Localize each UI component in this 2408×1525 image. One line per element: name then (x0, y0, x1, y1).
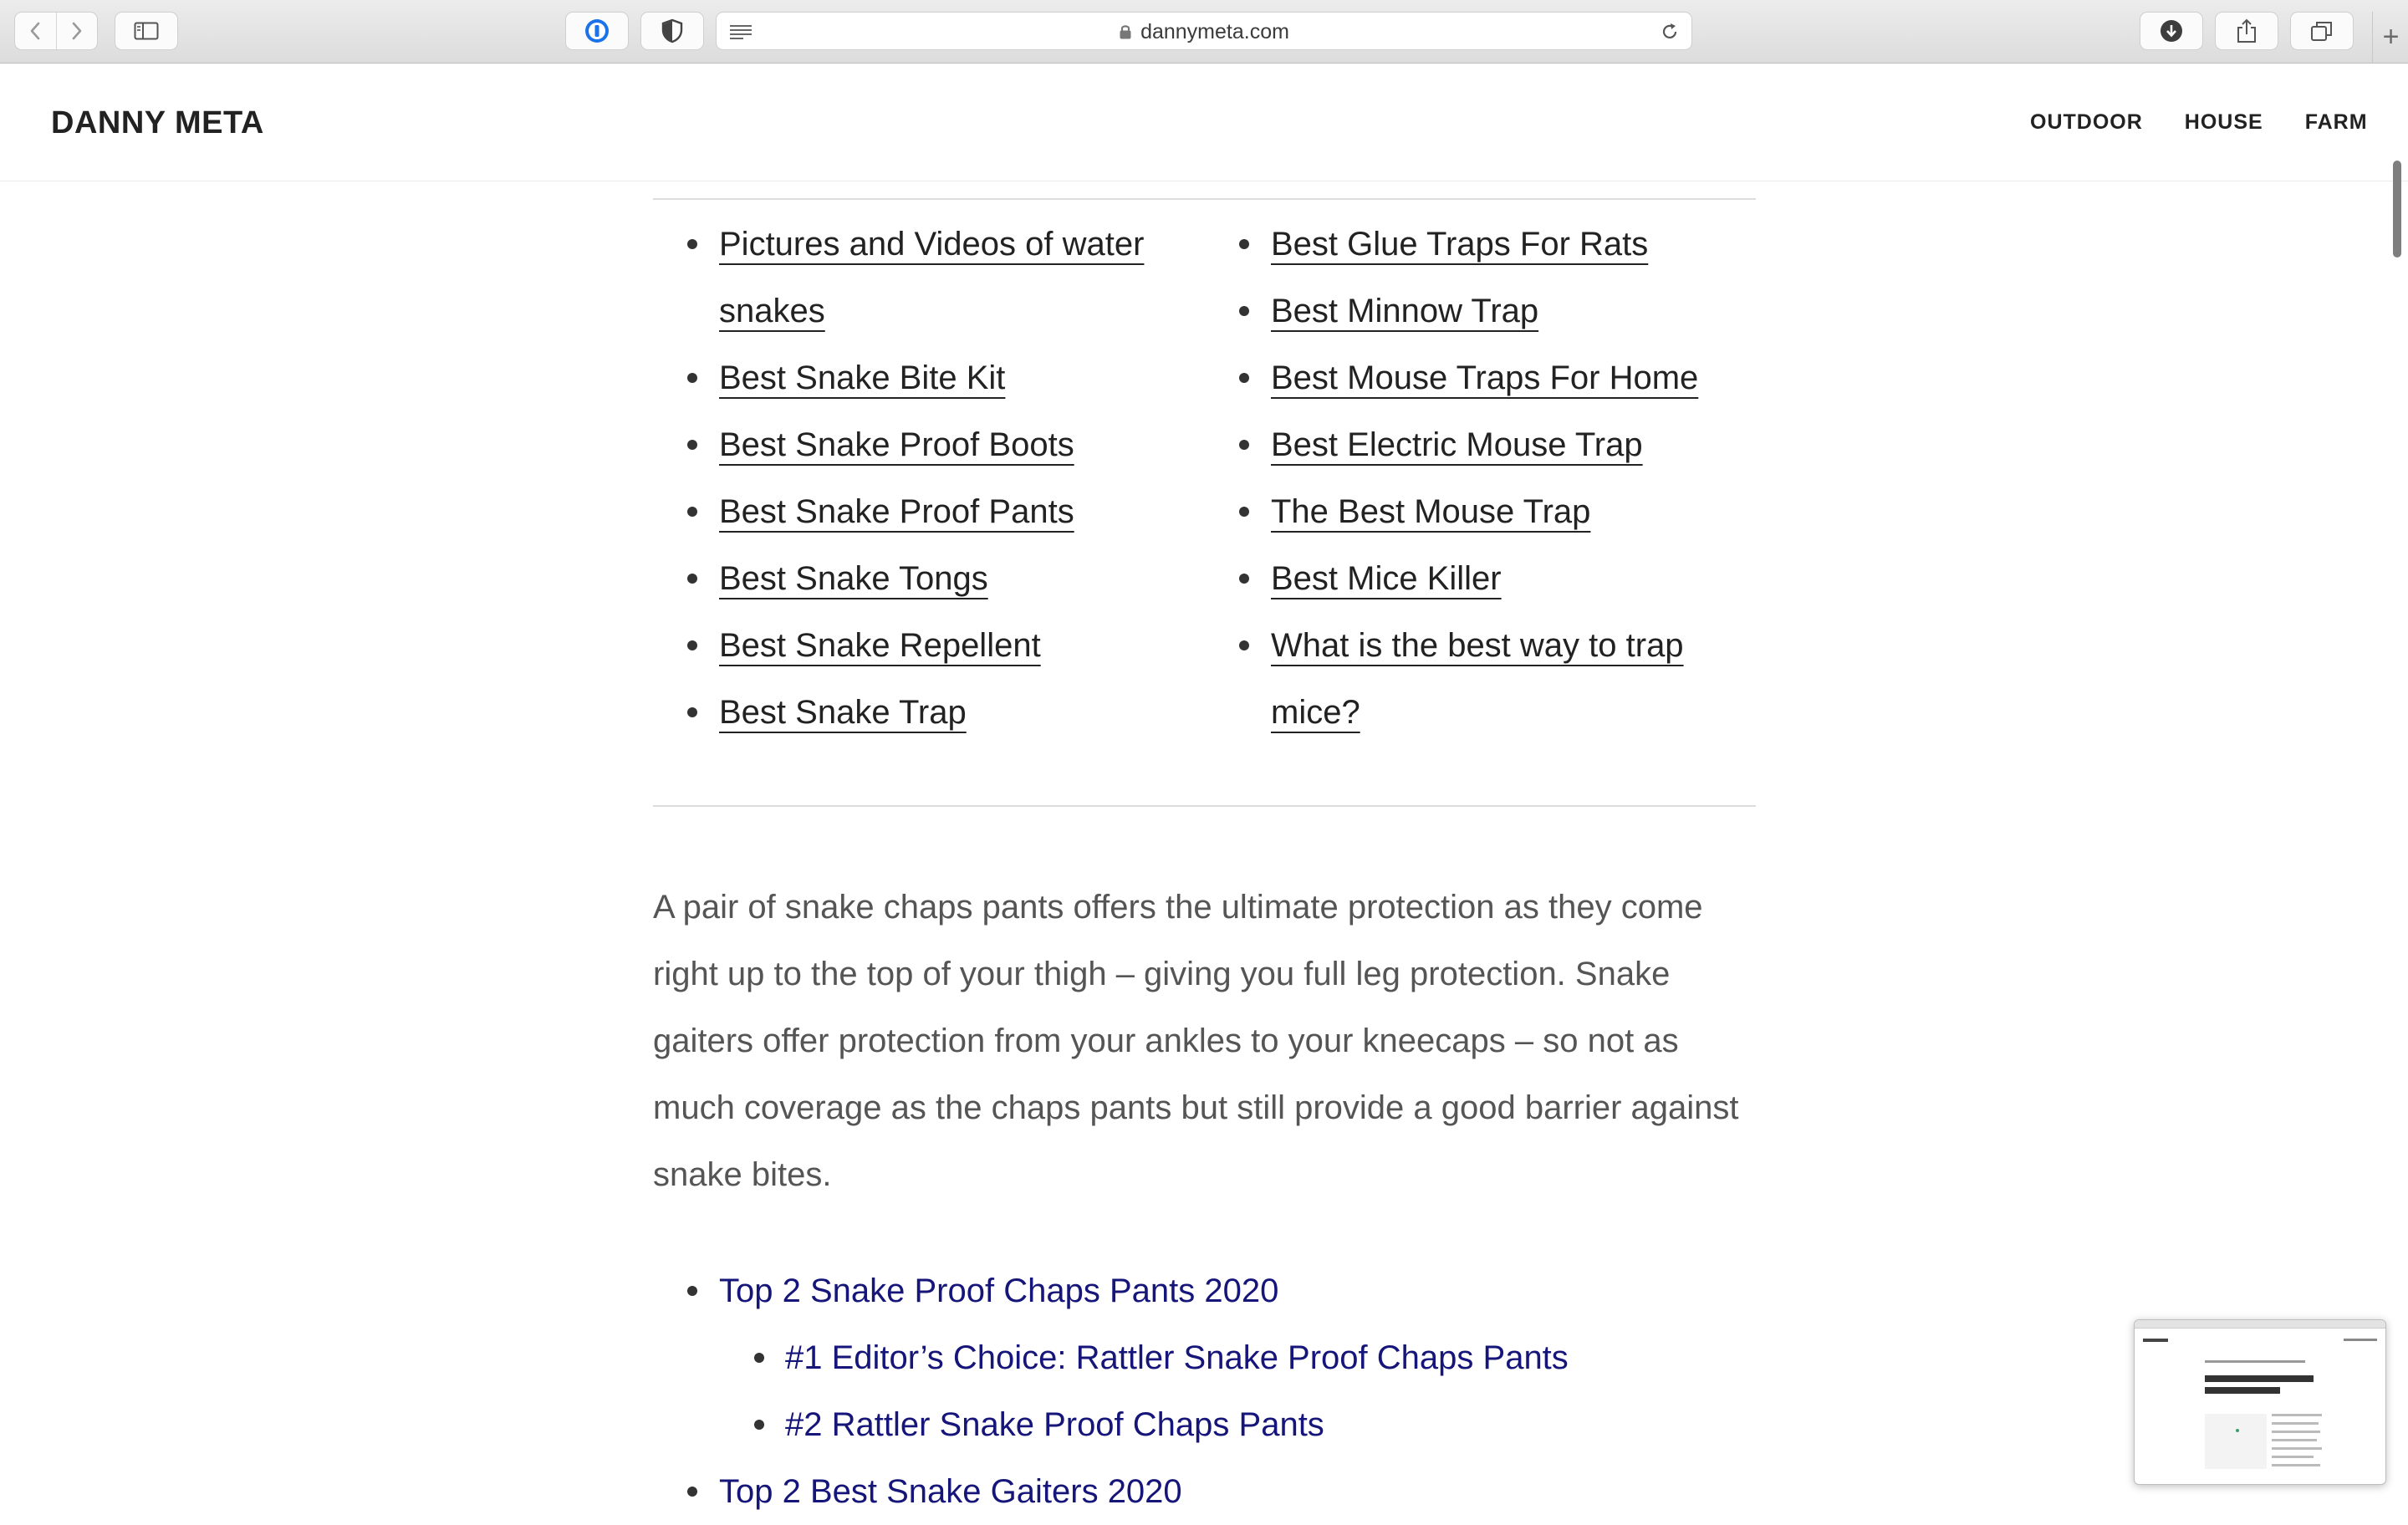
thumbnail-brand (2143, 1339, 2168, 1342)
sidebar-icon (134, 22, 159, 40)
list-item (654, 545, 1172, 612)
toc-link[interactable]: #2 Rattler Snake Proof Chaps Pants (785, 1406, 1324, 1443)
related-link[interactable]: Best Glue Traps For Rats (1271, 226, 1649, 263)
list-item (654, 612, 1172, 679)
thumbnail-text-line (2272, 1447, 2322, 1450)
related-link[interactable]: Best Mouse Traps For Home (1271, 360, 1699, 396)
thumbnail-toolbar (2135, 1320, 2385, 1329)
nav-farm[interactable]: FARM (2304, 110, 2368, 134)
thumbnail-text-line (2272, 1464, 2320, 1466)
related-link[interactable]: Best Minnow Trap (1271, 293, 1539, 329)
related-link[interactable]: Best Snake Bite Kit (719, 360, 1006, 396)
thumbnail-text-line (2272, 1431, 2320, 1433)
browser-toolbar (0, 0, 2408, 64)
divider-bottom (653, 805, 1756, 807)
toc-link[interactable]: #1 Editor’s Choice: Rattler Snake Proof Chaps Pants (785, 1339, 1569, 1376)
list-item (654, 478, 1172, 545)
new-tab-button[interactable] (2372, 12, 2408, 63)
article-paragraph: A pair of snake chaps pants offers the ultimate protection as they come right up to the top of your thigh – giving you full leg protection. Snake gaiters offer protection from your ankles to your kneecaps – so not as much coverage as the chaps pants but still provide a good barrier against snake bites. (653, 889, 1739, 1193)
tabs-icon (2310, 20, 2334, 42)
list-item (1206, 344, 1758, 411)
url-text: dannymeta.com (1140, 19, 1289, 43)
thumbnail-dot (2236, 1429, 2239, 1432)
thumbnail-text-line (2272, 1414, 2322, 1416)
list-item (1206, 211, 1758, 278)
site-nav (2030, 110, 2408, 135)
address-bar[interactable] (716, 12, 1692, 50)
toc-subitem (654, 1324, 1758, 1391)
site-header (0, 64, 2408, 181)
lock-icon (1119, 23, 1132, 40)
thumbnail-title-line (2205, 1375, 2314, 1382)
privacy-button[interactable] (640, 12, 704, 50)
share-icon (2236, 18, 2258, 43)
thumbnail-image (2205, 1414, 2267, 1469)
thumbnail-text-line (2272, 1422, 2319, 1425)
list-item (1206, 612, 1758, 746)
tab-overview-button[interactable] (2290, 12, 2354, 50)
table-of-contents (654, 1257, 1758, 1525)
related-link[interactable]: Best Snake Trap (719, 694, 967, 731)
related-link[interactable]: What is the best way to trap mice? (1271, 627, 1684, 731)
related-links-left (654, 211, 1172, 746)
screenshot-thumbnail[interactable] (2134, 1319, 2386, 1485)
password-manager-button[interactable] (565, 12, 629, 50)
related-link[interactable]: Best Snake Proof Pants (719, 493, 1074, 530)
url-display[interactable] (717, 13, 1691, 51)
thumbnail-title-line (2205, 1387, 2280, 1394)
toc-subitem (654, 1391, 1758, 1458)
share-button[interactable] (2215, 12, 2278, 50)
related-link[interactable]: Best Snake Proof Boots (719, 426, 1074, 463)
password-manager-icon (584, 18, 610, 44)
forward-button[interactable] (56, 12, 98, 50)
list-item (654, 679, 1172, 746)
list-item (1206, 478, 1758, 545)
related-link[interactable]: Best Electric Mouse Trap (1271, 426, 1643, 463)
new-tab-icon: + (2382, 21, 2400, 53)
related-links-right (1206, 211, 1758, 746)
shield-icon (661, 18, 683, 43)
list-item (654, 344, 1172, 411)
list-item (1206, 411, 1758, 478)
list-item (1206, 278, 1758, 344)
toc-link[interactable]: Top 2 Snake Proof Chaps Pants 2020 (719, 1273, 1279, 1309)
list-item (654, 211, 1172, 344)
divider-top (653, 198, 1756, 200)
related-link[interactable]: Best Snake Tongs (719, 560, 988, 597)
downloads-button[interactable] (2140, 12, 2203, 50)
scrollbar-thumb[interactable] (2393, 161, 2401, 258)
thumbnail-text-line (2272, 1439, 2317, 1441)
thumbnail-breadcrumb (2205, 1360, 2305, 1363)
nav-house[interactable]: HOUSE (2184, 110, 2263, 134)
thumbnail-text-line (2272, 1456, 2314, 1458)
download-icon (2159, 18, 2184, 43)
thumbnail-nav (2344, 1339, 2377, 1341)
related-link[interactable]: Best Snake Repellent (719, 627, 1041, 664)
nav-outdoor[interactable]: OUTDOOR (2030, 110, 2143, 134)
sidebar-button[interactable] (115, 12, 178, 50)
list-item (654, 411, 1172, 478)
back-icon (29, 21, 41, 41)
toc-item (654, 1257, 1758, 1324)
history-nav (14, 12, 98, 50)
forward-icon (71, 21, 83, 41)
reload-icon[interactable] (1660, 22, 1680, 42)
list-item (1206, 545, 1758, 612)
toc-link[interactable]: Top 2 Best Snake Gaiters 2020 (719, 1473, 1182, 1510)
related-link[interactable]: The Best Mouse Trap (1271, 493, 1591, 530)
back-button[interactable] (15, 12, 56, 50)
site-logo[interactable]: DANNY META (51, 105, 264, 140)
related-link[interactable]: Best Mice Killer (1271, 560, 1502, 597)
toc-item (654, 1458, 1758, 1525)
related-link[interactable]: Pictures and Videos of water snakes (719, 226, 1145, 329)
